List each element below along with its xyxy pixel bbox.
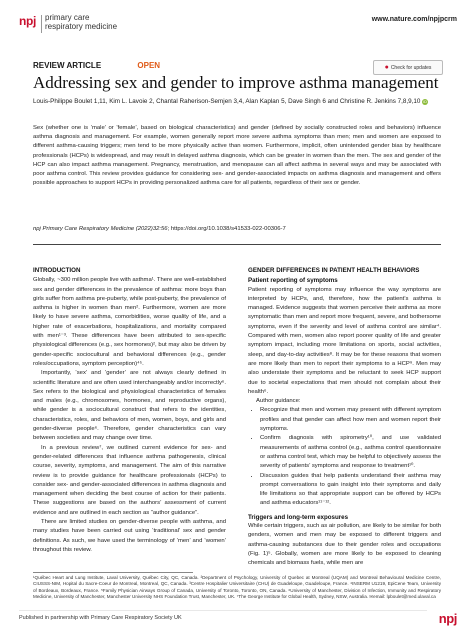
footnote-divider: [33, 572, 193, 573]
left-column: [33, 266, 226, 555]
list-item: • Recognize that men and women may present with different symptom profiles and that gender can affect how men and women report their symptoms.: [260, 406, 441, 434]
doi-link[interactable]: ; https://doi.org/10.1038/s41533-022-00306-7: [167, 226, 286, 232]
article-title: Addressing sex and gender to improve asthma management: [33, 73, 439, 92]
journal-header: [19, 12, 457, 38]
citation-journal: npj Primary Care Respiratory Medicine (2022)32:56: [33, 226, 168, 232]
footer-divider: [19, 610, 427, 611]
subheading-patient-reporting: Patient reporting of symptoms: [248, 277, 338, 285]
abstract: Sex (whether one is ‘male’ or ‘female’, based on biological characteristics) and gender (defined by socially constructed roles and behaviors) influence asthma diagnosis and management. For example, women generally report more severe asthma symptoms than men; men and women are exposed to different asthma-causing triggers; men tend to be more physically active than women. Furthermore, implicit, often unintended gender bias by healthcare professionals (HCPs) is widespread, and may result in delayed asthma diagnosis, which can be greater in women than the men. The sex and gender of the HCP can also impact asthma management. Pregnancy, menstruation, and menopause can all affect asthma in several ways and may be associated with poor asthma control. This review provides guidance for considering sex- and gender-associated impacts on asthma diagnosis and management and offers possible approaches to support HCPs in providing personalized asthma care for all patients, regardless of their sex or gender.: [33, 125, 441, 187]
section-heading-introduction: INTRODUCTION: [33, 267, 81, 274]
authors-text[interactable]: Louis-Philippe Boulet 1,11, Kim L. Lavoie 2, Chantal Raherison-Semjen 3,4, Alan Kaplan 5, Dave Singh 6 and Christine R. Jenkins 7,8,9,10: [33, 98, 421, 105]
journal-name-line2: respiratory medicine: [45, 22, 118, 31]
list-item: • Discussion guides that help patients understand their asthma may prompt conversations to gain insight into their symptoms and daily life limitations so that appropriate support can be offered by HCPs and asthma educators¹¹⁻¹².: [260, 472, 441, 509]
article-type-row: [33, 61, 160, 70]
paragraph: There are limited studies on gender-diverse people with asthma, and many studies have been carried out using ‘traditional’ sex and gender definitions. As such, we have used the terminology of ‘men’ and ‘women’ throughout this review.: [33, 519, 226, 553]
affiliations-footnote: ¹Québec Heart and Lung Institute, Laval University, Québec City, QC, Canada. ²Department of Psychology, University of Quebec at Montreal (UQAM) and Montreal Behavioural Medicine Centre, CIUSSS-NIM, Hopital du Sacre-Coeur de Montreal, Montreal, QC, Canada. ³Centre Hospitalier Universitaire (CHU) de Guadeloupe, Guadeloupe, France. ⁴INSERM U1219, EpiCene Team, University of Bordeaux, Bordeaux, France. ⁵Family Physician Airways Group of Canada, University of Toronto, Toronto, ON, Canada. ⁶University of Manchester, Division of Infection, Immunity and Respiratory Medicine, University of Manchester, Manchester University NHS Foundation Trust, Manchester, UK. ⁷The George Institute for Global Health, Sydney, NSW, Australia. ✉email: lpboulet@med.ulaval.ca: [33, 575, 441, 599]
footer-publisher-note: Published in partnership with Primary Care Respiratory Society UK: [19, 615, 182, 621]
abstract-divider: [33, 244, 441, 245]
npj-logo[interactable]: npj: [19, 14, 37, 28]
journal-name-line1: primary care: [45, 13, 90, 22]
section-heading-gender-differences: GENDER DIFFERENCES IN PATIENT HEALTH BEHAVIORS: [248, 267, 420, 274]
paragraph: Globally, ~300 million people live with asthma¹. There are well-established sex and gender differences in the prevalence of asthma: more boys than girls suffer from asthma pre-puberty, while post-puberty, the prevalence of asthma is higher in women than men². Furthermore, women are more likely to have severe asthma, comorbidities, worse quality of life, and a higher rate of exacerbations, hospitalizations, and mortality compared with men¹⁻³. These differences have been attributed to sex-specific physiological differences (e.g., sex hormones)², but may also be driven by gender-specific sociocultural and behavioral differences (e.g., gender roles/occupations, symptom perception)⁴⁵.: [33, 277, 226, 367]
paragraph: In a previous review⁷, we outlined current evidence for sex- and gender-related differences that influence asthma pathogenesis, clinical course, severity, symptoms, and management. The aim of this narrative review is to provide guidance for healthcare professionals (HCPs) to consider sex- and gender-associated differences in asthma diagnosis and management when deciding the best course of action for their patients. These suggestions are based on the authors’ assessment of current evidence and are outlined in each section as “author guidance”.: [33, 444, 226, 516]
orcid-icon[interactable]: iD: [423, 99, 428, 104]
paragraph: Importantly, ‘sex’ and ‘gender’ are not always clearly defined in scientific literature and are often used interchangeably and/or incorrectly⁶. Sex refers to the biological and physiological characteristics of females and males (e.g., chromosomes, hormones, and reproductive organs), while gender is a sociocultural construct that refers to the identities, characteristics, roles, and behaviors of men, women, boys, and girls and gender-diverse people⁶. Therefore, gender characteristics can vary between societies and may change over time.: [33, 370, 226, 442]
open-access-badge: OPEN: [137, 61, 161, 70]
check-updates-icon: ●: [384, 64, 389, 71]
article-type: REVIEW ARTICLE: [33, 61, 102, 70]
author-guidance-list: [248, 406, 441, 508]
author-guidance-label: Author guidance:: [256, 398, 301, 405]
list-item: • Confirm diagnosis with spirometry¹⁰, and use validated measurements of asthma control (e.g., asthma control questionnaire or asthma control test, which may be helpful to objectively assess the severity of patients’ symptoms and response to treatment¹⁰.: [260, 434, 441, 471]
check-for-updates-label: Check for updates: [390, 65, 432, 71]
journal-url[interactable]: www.nature.com/npjpcrm: [371, 16, 457, 23]
journal-name: [45, 13, 117, 31]
logo-divider: [41, 15, 42, 33]
right-column: [248, 266, 441, 569]
paragraph: While certain triggers, such as air pollution, are likely to be similar for both genders, women and men may be exposed to different triggers and asthma-causing substances due to their gender roles and occupations (Fig. 1)⁵. Globally, women are more likely to be exposed to cleaning chemicals and biomass fuels, while men are: [248, 523, 441, 567]
citation: [33, 226, 441, 232]
author-list: [33, 97, 453, 106]
page-footer: [19, 613, 457, 627]
footer-npj-logo: npj: [438, 611, 457, 626]
paragraph: Patient reporting of symptoms may influence the way symptoms are interpreted by HCPs, and, therefore, how the patient’s asthma is managed. Evidence suggests that women perceive their asthma as more symptomatic than men and report more frequent, severe, and bothersome symptoms, even if the severity and level of asthma control are similar⁴. Compared with men, women also report poorer quality of life and greater symptom impact, including more limitations on sports, social activities, sleep, and day-to-day activities⁸. It may be for these reasons that women are more likely than men to report their symptoms to a HCP⁹. Men may also understate their symptoms and be reluctant to seek HCP support due to societal expectations that men should not complain about their health⁶.: [248, 286, 441, 395]
subheading-triggers: Triggers and long-term exposures: [248, 513, 349, 521]
